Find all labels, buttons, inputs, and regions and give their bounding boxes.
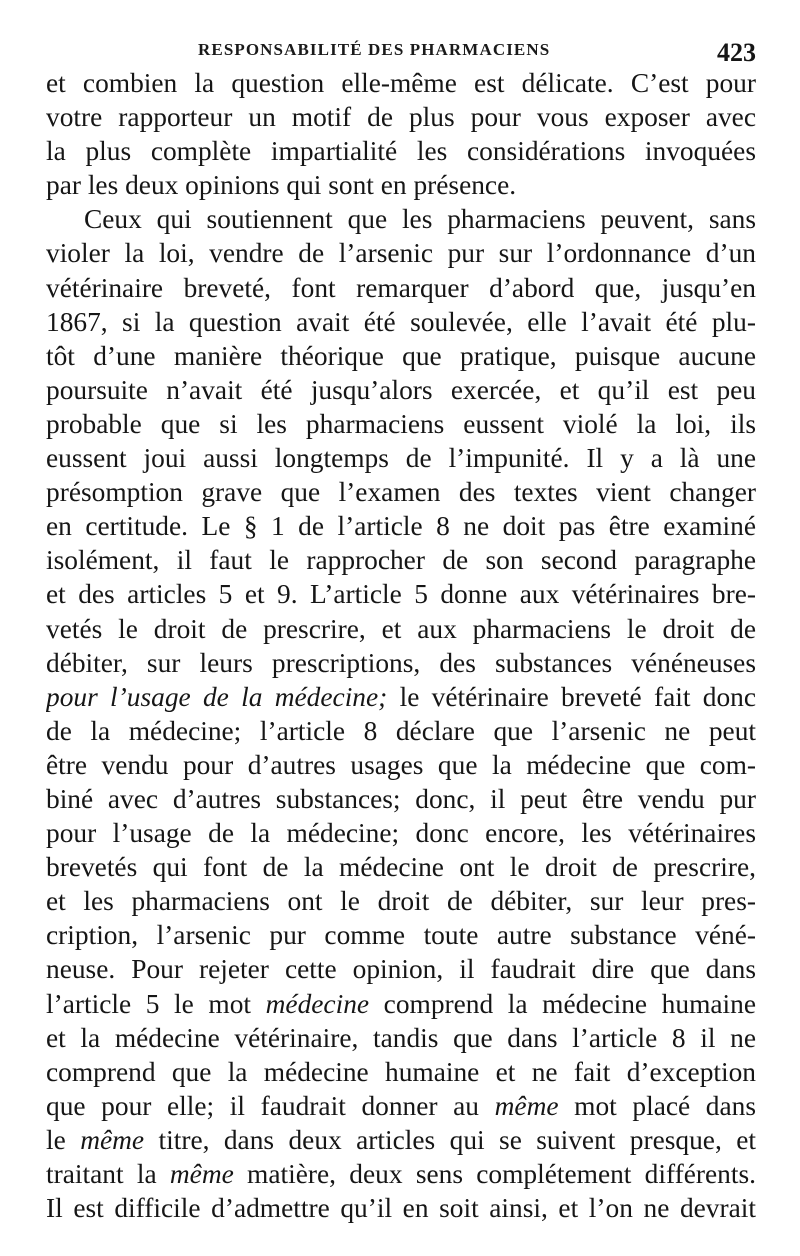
running-head	[42, 34, 758, 70]
text-line: Il est difficile d’admettre qu’il en soit ainsi, et l’on ne devrait	[46, 1193, 756, 1224]
text-line: isolément, il faut le rapprocher de son second paragraphe	[46, 545, 756, 576]
text-line: eussent joui aussi longtemps de l’impunité. Il y a là une	[46, 443, 756, 474]
text-run: que pour elle; il faudrait donner au	[46, 1090, 495, 1121]
text-line	[46, 1123, 756, 1157]
text-line: brevetés qui font de la médecine ont le droit de prescrire,	[46, 852, 756, 883]
italic-phrase: pour l’usage de la médecine;	[46, 681, 388, 712]
text-line	[46, 680, 756, 714]
text-line: la plus complète impartialité les considérations invoquées	[46, 136, 756, 167]
text-line: biné avec d’autres substances; donc, il peut être vendu pur	[46, 783, 756, 814]
text-line	[46, 987, 756, 1021]
text-line	[46, 1157, 756, 1191]
italic-word: même	[80, 1124, 145, 1155]
text-line: vétérinaire breveté, font remarquer d’abord que, jusqu’en	[46, 272, 756, 303]
text-run: l’article 5 le mot	[46, 988, 266, 1019]
page-number: 423	[717, 38, 756, 67]
text-line: présomption grave que l’examen des textes vient changer	[46, 477, 756, 508]
text-run: le vétérinaire breveté fait donc	[387, 681, 756, 712]
text-line: et les pharmaciens ont le droit de débiter, sur leur pres-	[46, 886, 756, 917]
text-line: et combien la question elle-même est délicate. C’est pour	[46, 68, 756, 98]
text-run: traitant la	[46, 1159, 170, 1189]
text-line: et la médecine vétérinaire, tandis que dans l’article 8 il ne	[46, 1022, 756, 1053]
italic-word: même	[169, 1159, 234, 1189]
text-line: en certitude. Le § 1 de l’article 8 ne doit pas être examiné	[46, 511, 756, 542]
text-run: matière, deux sens complétement différents.	[233, 1159, 756, 1189]
text-line: violer la loi, vendre de l’arsenic pur sur l’ordonnance d’un	[46, 238, 756, 269]
text-line: être vendu pour d’autres usages que la médecine que com-	[46, 749, 756, 780]
body-text	[46, 66, 756, 1225]
italic-word: même	[494, 1090, 559, 1121]
text-line: comprend que la médecine humaine et ne fait d’exception	[46, 1056, 756, 1087]
text-line	[46, 1089, 756, 1123]
text-line: et des articles 5 et 9. L’article 5 donne aux vétérinaires bre-	[46, 579, 756, 610]
text-line: pour l’usage de la médecine; donc encore, les vétérinaires	[46, 818, 756, 849]
italic-word: médecine	[265, 988, 370, 1019]
text-line: vetés le droit de prescrire, et aux pharmaciens le droit de	[46, 613, 756, 644]
paragraph-start-line: Ceux qui soutiennent que les pharmaciens peuvent, sans	[84, 204, 756, 235]
text-line: neuse. Pour rejeter cette opinion, il faudrait dire que dans	[46, 954, 756, 985]
running-head-title: RESPONSABILITÉ DES PHARMACIENS	[198, 40, 551, 59]
paragraph-end-line: par les deux opinions qui sont en présence.	[46, 170, 517, 201]
text-line: votre rapporteur un motif de plus pour vous exposer avec	[46, 102, 756, 133]
text-run: le	[46, 1124, 81, 1155]
text-line: de la médecine; l’article 8 déclare que l’arsenic ne peut	[46, 715, 756, 746]
text-line: cription, l’arsenic pur comme toute autre substance véné-	[46, 920, 756, 951]
text-run: comprend la médecine humaine	[369, 988, 756, 1019]
text-line: 1867, si la question avait été soulevée, elle l’avait été plu-	[46, 306, 756, 337]
text-line: probable que si les pharmaciens eussent violé la loi, ils	[46, 408, 756, 439]
text-run: mot placé dans	[558, 1090, 756, 1121]
text-line: débiter, sur leurs prescriptions, des substances vénéneuses	[46, 647, 756, 678]
text-line: tôt d’une manière théorique que pratique, puisque aucune	[46, 340, 756, 371]
text-run: titre, dans deux articles qui se suivent presque, et	[144, 1124, 756, 1155]
text-line: poursuite n’avait été jusqu’alors exercée, et qu’il est peu	[46, 374, 756, 405]
